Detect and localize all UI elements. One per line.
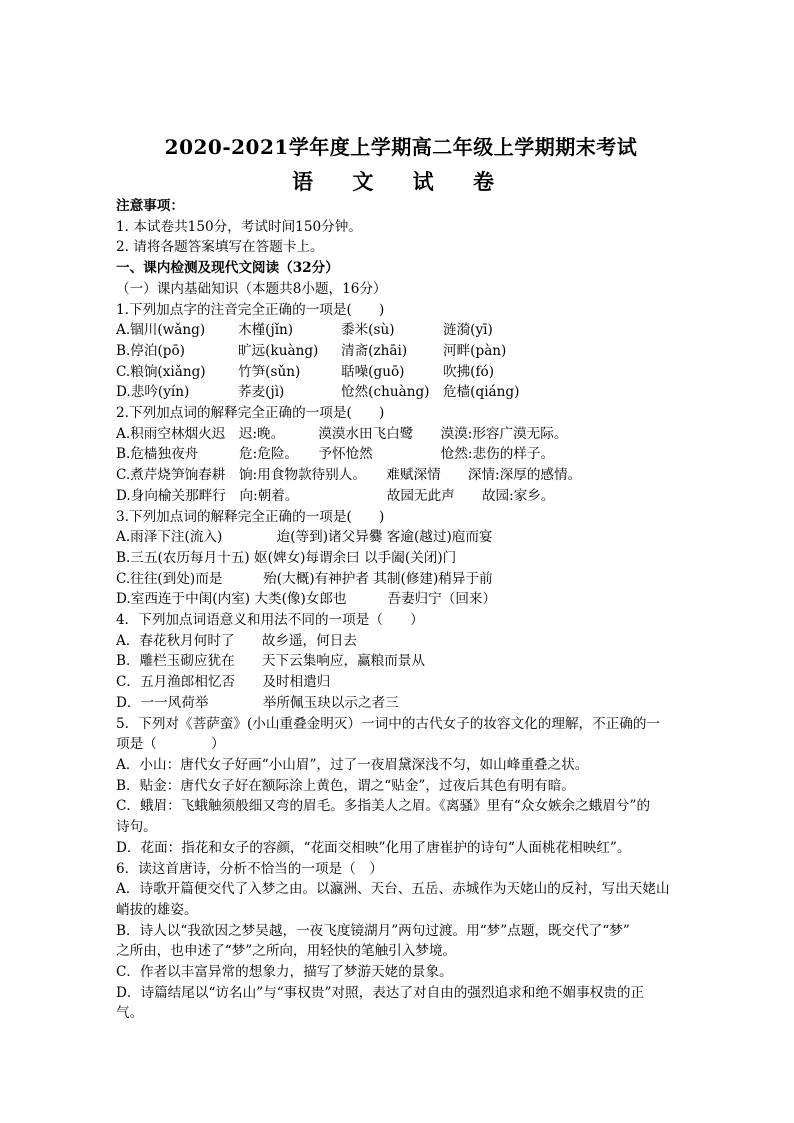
question-5-option-cont: 诗句。 bbox=[116, 819, 157, 836]
exam-body bbox=[116, 196, 686, 1024]
question-2-stem: 2.下列加点词的解释完全正确的一项是( ) bbox=[116, 405, 385, 422]
question-6-option: A．诗歌开篇便交代了入梦之由。以瀛洲、天台、五岳、赤城作为天姥山的反衬，写出天姥山 bbox=[116, 881, 670, 898]
option-cell: 涟漪(yī) bbox=[443, 322, 493, 339]
option-cell: 清斋(zhāi) bbox=[341, 342, 408, 359]
section-heading: 一、课内检测及现代文阅读（32分） bbox=[116, 260, 339, 277]
option-cell: B.停泊(pō) bbox=[116, 342, 185, 359]
question-5-option: C．蛾眉：飞蛾触须般细又弯的眉毛。多指美人之眉。《离骚》里有“众女嫉余之蛾眉兮”的 bbox=[116, 798, 651, 815]
question-6-option: D．诗篇结尾以“访名山”与“事权贵”对照，表达了对自由的强烈追求和绝不媚事权贵的正 bbox=[116, 984, 645, 1001]
option-cell: 荞麦(jì) bbox=[238, 384, 285, 401]
question-5-option: A．小山：唐代女子好画“小山眉”，过了一夜眉黛深浅不匀，如山峰重叠之状。 bbox=[116, 756, 589, 773]
question-2-option: C.煮芹烧笋饷春耕 饷:用食物款待别人。 难赋深情 深情:深厚的感情。 bbox=[116, 467, 582, 484]
question-5-option: B．贴金：唐代女子好在额际涂上黄色，谓之“贴金”，过夜后其色有明有暗。 bbox=[116, 777, 575, 794]
question-6-stem: 6．读这首唐诗，分析不恰当的一项是（ ） bbox=[116, 860, 383, 877]
option-cell: 河畔(pàn) bbox=[443, 342, 507, 359]
question-6-option-cont: 之所由，也申述了“梦”之所向，用轻快的笔触引入梦境。 bbox=[116, 943, 457, 960]
option-cell: 怆然(chuàng) bbox=[341, 384, 430, 401]
notice-item: 2. 请将各题答案填写在答题卡上。 bbox=[116, 239, 324, 256]
question-3-option: A.雨泽下注(流入) 迨(等到)诸父异爨 客逾(越过)庖而宴 bbox=[116, 529, 493, 546]
question-5-option: D．花面：指花和女子的容颜，“花面交相映”化用了唐崔护的诗句“人面桃花相映红”。 bbox=[116, 839, 631, 856]
question-4-option: D．一一风荷举 举所佩玉玦以示之者三 bbox=[116, 694, 399, 711]
question-3-stem: 3.下列加点词的解释完全正确的一项是( ) bbox=[116, 508, 385, 525]
option-cell: 吹拂(fó) bbox=[443, 363, 495, 380]
question-1-option-b bbox=[116, 341, 686, 362]
question-5-stem-cont: 项是（ ） bbox=[116, 736, 225, 753]
option-cell: A.锢川(wǎng) bbox=[116, 322, 206, 339]
option-cell: D.悲吟(yín) bbox=[116, 384, 190, 401]
question-1-option-c bbox=[116, 362, 686, 383]
question-1-option-d bbox=[116, 382, 686, 403]
option-cell: C.粮饷(xiǎng) bbox=[116, 363, 206, 380]
option-cell: 黍米(sù) bbox=[341, 322, 395, 339]
option-cell: 旷远(kuàng) bbox=[238, 342, 319, 359]
question-3-option: D.室西连于中闺(内室) 大类(像)女郎也 吾妻归宁（回来） bbox=[116, 591, 497, 608]
question-4-option: A．春花秋月何时了 故乡遥，何日去 bbox=[116, 632, 357, 649]
section-subheading: （一）课内基础知识（本题共8小题，16分） bbox=[116, 280, 387, 297]
question-4-option: C．五月渔郎相忆否 及时相遣归 bbox=[116, 674, 331, 691]
notice-heading: 注意事项： bbox=[116, 198, 184, 214]
question-1-option-a bbox=[116, 320, 686, 341]
question-6-option: C．作者以丰富异常的想象力，描写了梦游天姥的景象。 bbox=[116, 964, 453, 981]
question-3-option: B.三五(农历每月十五) 妪(婢女)每谓余曰 以手阖(关闭)门 bbox=[116, 549, 457, 566]
question-1-stem: 1.下列加点字的注音完全正确的一项是( ) bbox=[116, 301, 385, 318]
option-cell: 聒噪(guō) bbox=[341, 363, 405, 380]
notice-item: 1. 本试卷共150分，考试时间150分钟。 bbox=[116, 218, 362, 235]
question-4-stem: 4．下列加点词语意义和用法不同的一项是（ ） bbox=[116, 612, 424, 629]
option-cell: 木槿(jǐn) bbox=[238, 322, 294, 339]
question-6-option-cont: 峭拔的雄姿。 bbox=[116, 901, 198, 918]
exam-subtitle: 语 文 试 卷 bbox=[292, 169, 510, 194]
question-2-option: A.积雨空林烟火迟 迟:晚。 漠漠水田飞白鹭 漠漠:形容广漠无际。 bbox=[116, 425, 568, 442]
question-6-option: B．诗人以“我欲因之梦吴越，一夜飞度镜湖月”两句过渡。用“梦”点题，既交代了“梦” bbox=[116, 922, 630, 939]
question-4-option: B．雕栏玉砌应犹在 天下云集响应，赢粮而景从 bbox=[116, 653, 426, 670]
question-2-option: D.身向榆关那畔行 向:朝着。 故园无此声 故园:家乡。 bbox=[116, 487, 555, 504]
option-cell: 竹笋(sǔn) bbox=[238, 363, 301, 380]
question-5-stem: 5．下列对《菩萨蛮》(小山重叠金明灭）一词中的古代女子的妆容文化的理解，不正确的一 bbox=[116, 715, 661, 732]
exam-title: 2020-2021学年度上学期高二年级上学期期末考试 bbox=[164, 135, 638, 159]
option-cell: 危樯(qiáng) bbox=[443, 384, 520, 401]
question-3-option: C.往往(到处)而是 殆(大概)有神护者 其制(修建)稍异于前 bbox=[116, 570, 493, 587]
question-2-option: B.危樯独夜舟 危:危险。 予怀怆然 怆然:悲伤的样子。 bbox=[116, 446, 555, 463]
question-6-option-cont: 气。 bbox=[116, 1005, 144, 1022]
